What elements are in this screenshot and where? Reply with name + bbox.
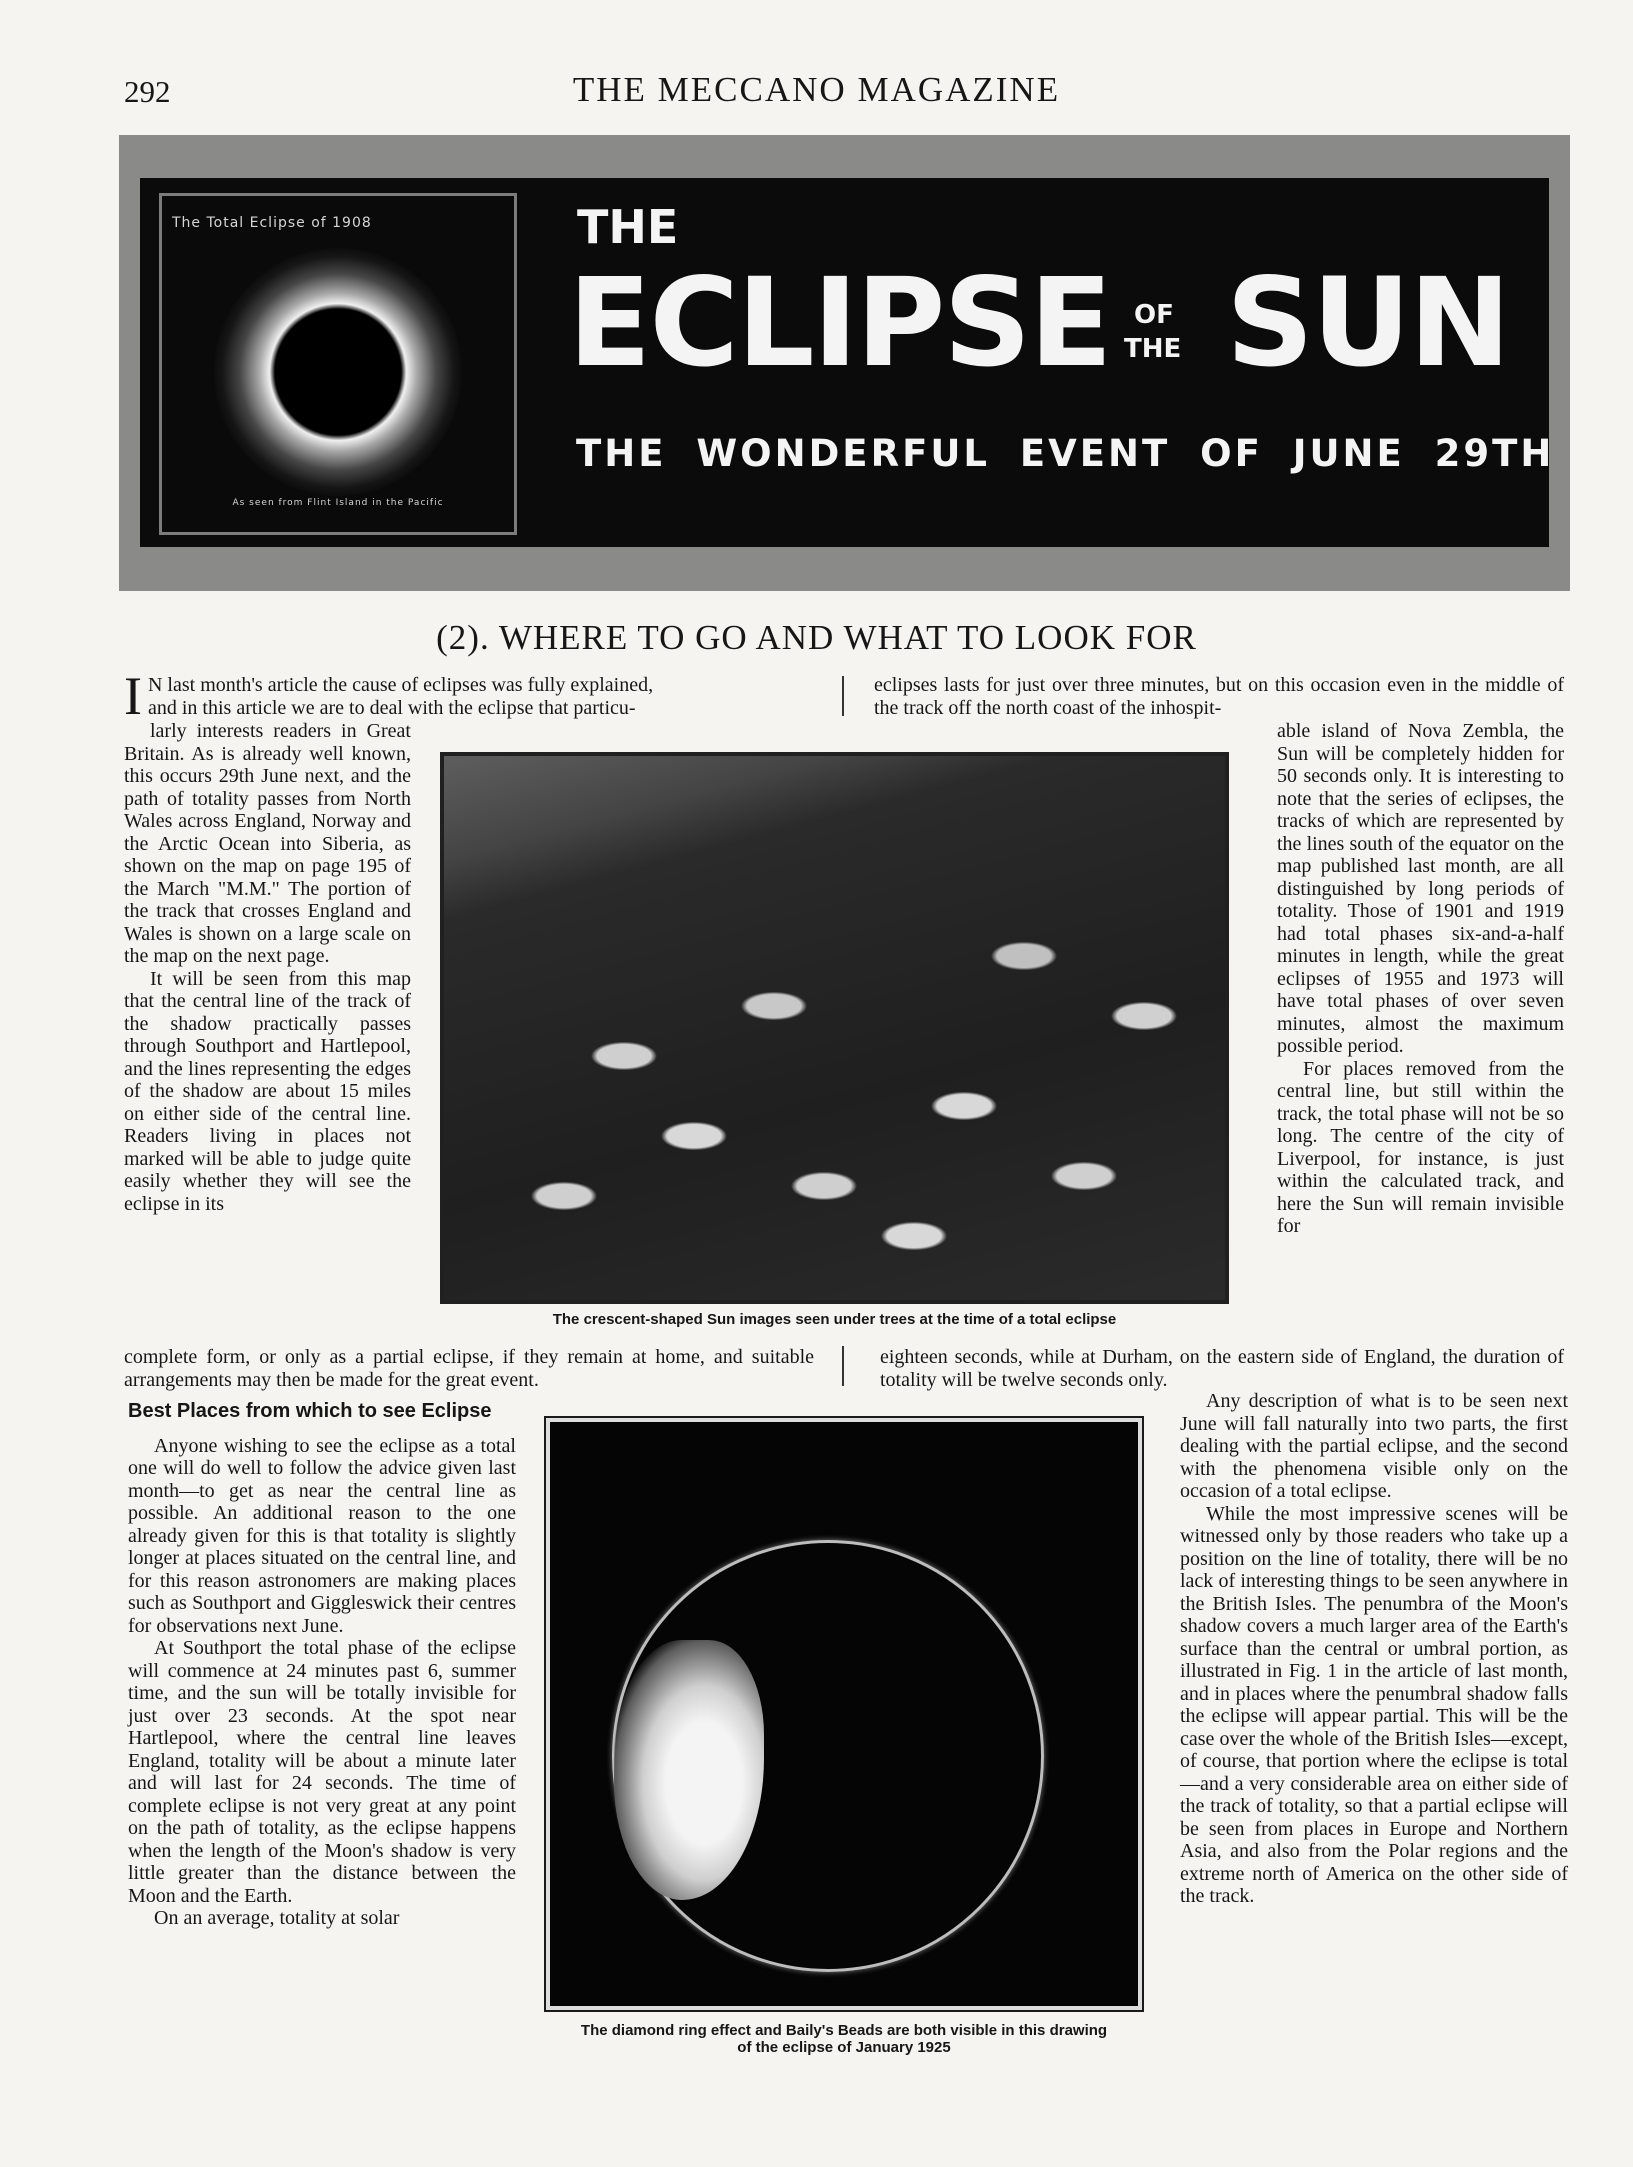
photo1-caption: The crescent-shaped Sun images seen under trees at the time of a total eclipse	[552, 1311, 1117, 1328]
solar-corona-image	[214, 248, 462, 496]
inset-caption-top: The Total Eclipse of 1908	[172, 215, 372, 231]
running-title: THE MECCANO MAGAZINE	[572, 70, 1061, 109]
lower-left-paragraph-2: At Southport the total phase of the eclipse will commence at 24 minutes past 6, summer time, and the sun will be totally invisible for just over 23 seconds. At the spot near Hartlepool, where the central line leaves England, totality will be about a minute later and will last for 24 seconds. The time of complete eclipse is not very great at any point on the path of totality, as the eclipse happens when the length of the Moon's shadow is very little greater than the distance between the Moon and the Earth.	[128, 1637, 516, 1907]
banner-word-eclipse: ECLIPSE	[568, 252, 1111, 394]
left-column-upper	[124, 720, 411, 1215]
column-rule-top	[842, 676, 844, 716]
span-left-text	[124, 1346, 814, 1391]
right-top-lines	[874, 674, 1564, 719]
span-left-paragraph: complete form, or only as a partial eclipse, if they remain at home, and suitable arrangements may then be made for the great event.	[124, 1346, 814, 1391]
intro-line-2: and in this article we are to deal with the eclipse that particu-	[147, 696, 636, 719]
intro-paragraph	[124, 666, 810, 726]
left-column-lower	[128, 1400, 516, 1930]
lower-right-paragraph-1: Any description of what is to be seen next June will fall naturally into two parts, the first dealing with the partial eclipse, and the second with the phenomena visible only on the occasion of a total eclipse.	[1180, 1390, 1568, 1502]
drop-cap: I	[124, 666, 142, 726]
crescent-sun-images-photo	[440, 752, 1229, 1304]
inset-caption-bottom: As seen from Flint Island in the Pacific	[232, 498, 444, 508]
lower-left-paragraph-3: On an average, totality at solar	[154, 1907, 400, 1929]
right-column-lower	[1180, 1390, 1568, 1908]
banner-word-the-small: THE	[1124, 334, 1182, 364]
column-rule-lower	[842, 1346, 844, 1386]
photo2-caption-line1: The diamond ring effect and Baily's Beads are both visible in this drawing	[580, 2022, 1108, 2039]
photo2-caption-line2: of the eclipse of January 1925	[737, 2039, 951, 2056]
lower-right-paragraph-2: While the most impressive scenes will be witnessed only by those readers who take up a position on the line of totality, there will be no lack of interesting things to be seen anywhere in the British Isles. The penumbra of the Moon's shadow covers a much larger area of the Earth's surface than the central or umbral portion, as illustrated in Fig. 1 in the article of last month, and in places where the penumbral shadow falls the eclipse will appear partial. This will be the case over the whole of the British Isles—except, of course, that portion where the eclipse is total—and a very considerable area on either side of the track of totality, so that a partial eclipse will be seen from places in Europe and Northern Asia, and also from the Polar regions and the extreme north of America on the other side of the track.	[1180, 1502, 1568, 1907]
right-column-upper	[1277, 720, 1564, 1238]
banner-word-of: OF	[1134, 300, 1174, 330]
left-paragraph-2: It will be seen from this map that the central line of the track of the shadow practically passes through Southport and Hartlepool, and the lines representing the edges of the shadow are about 15 miles on either side of the central line. Readers living in places not marked will be able to judge quite easily whether they will see the eclipse in its	[124, 967, 411, 1215]
banner-subtitle: THE WONDERFUL EVENT OF JUNE 29TH	[576, 432, 1555, 475]
right-top-text: eclipses lasts for just over three minutes, but on this occasion even in the middle of the track off the north coast of the inhospit-	[874, 674, 1564, 719]
right-paragraph-2: For places removed from the central line, but still within the track, the total phase will not be so long. The centre of the city of Liverpool, for instance, is just within the calculated track, and here the Sun will remain invisible for	[1277, 1057, 1564, 1237]
page-number: 292	[124, 74, 171, 109]
span-right-paragraph: eighteen seconds, while at Durham, on the eastern side of England, the duration of totality will be twelve seconds only.	[880, 1346, 1564, 1391]
banner-word-the: THE	[577, 200, 679, 254]
lower-left-paragraph-1: Anyone wishing to see the eclipse as a total one will do well to follow the advice given last month—to get as near the central line as possible. An additional reason to the one already given for this is that totality is slightly longer at places situated on the central line, and for this reason astronomers are making places such as Southport and Giggleswick their centres for observations next June.	[128, 1434, 516, 1637]
photo2-caption	[540, 2022, 1148, 2056]
section-title: (2). WHERE TO GO AND WHAT TO LOOK FOR	[436, 618, 1197, 657]
left-paragraph-1: larly interests readers in Great Britain. As is already well known, this occurs 29th June next, and the path of totality passes from North Wales across England, Norway and the Arctic Ocean into Siberia, as shown on the map on page 195 of the March "M.M." The portion of the track that crosses England and Wales is shown on a large scale on the map on the next page.	[124, 720, 411, 967]
right-paragraph-1: able island of Nova Zembla, the Sun will be completely hidden for 50 seconds only. It is interesting to note that the series of eclipses, the tracks of which are represented by the lines south of the equator on the map published last month, are all distinguished by long periods of totality. Those of 1901 and 1919 had total phases six-and-a-half minutes in length, while the great eclipses of 1955 and 1973 will have total phases of over seven minutes, almost the maximum possible period.	[1277, 720, 1564, 1057]
subheading: Best Places from which to see Eclipse	[128, 1400, 492, 1422]
banner-word-sun: SUN	[1226, 252, 1510, 394]
intro-line-1: N last month's article the cause of eclipses was fully explained,	[147, 674, 654, 696]
span-right-text	[880, 1346, 1564, 1391]
